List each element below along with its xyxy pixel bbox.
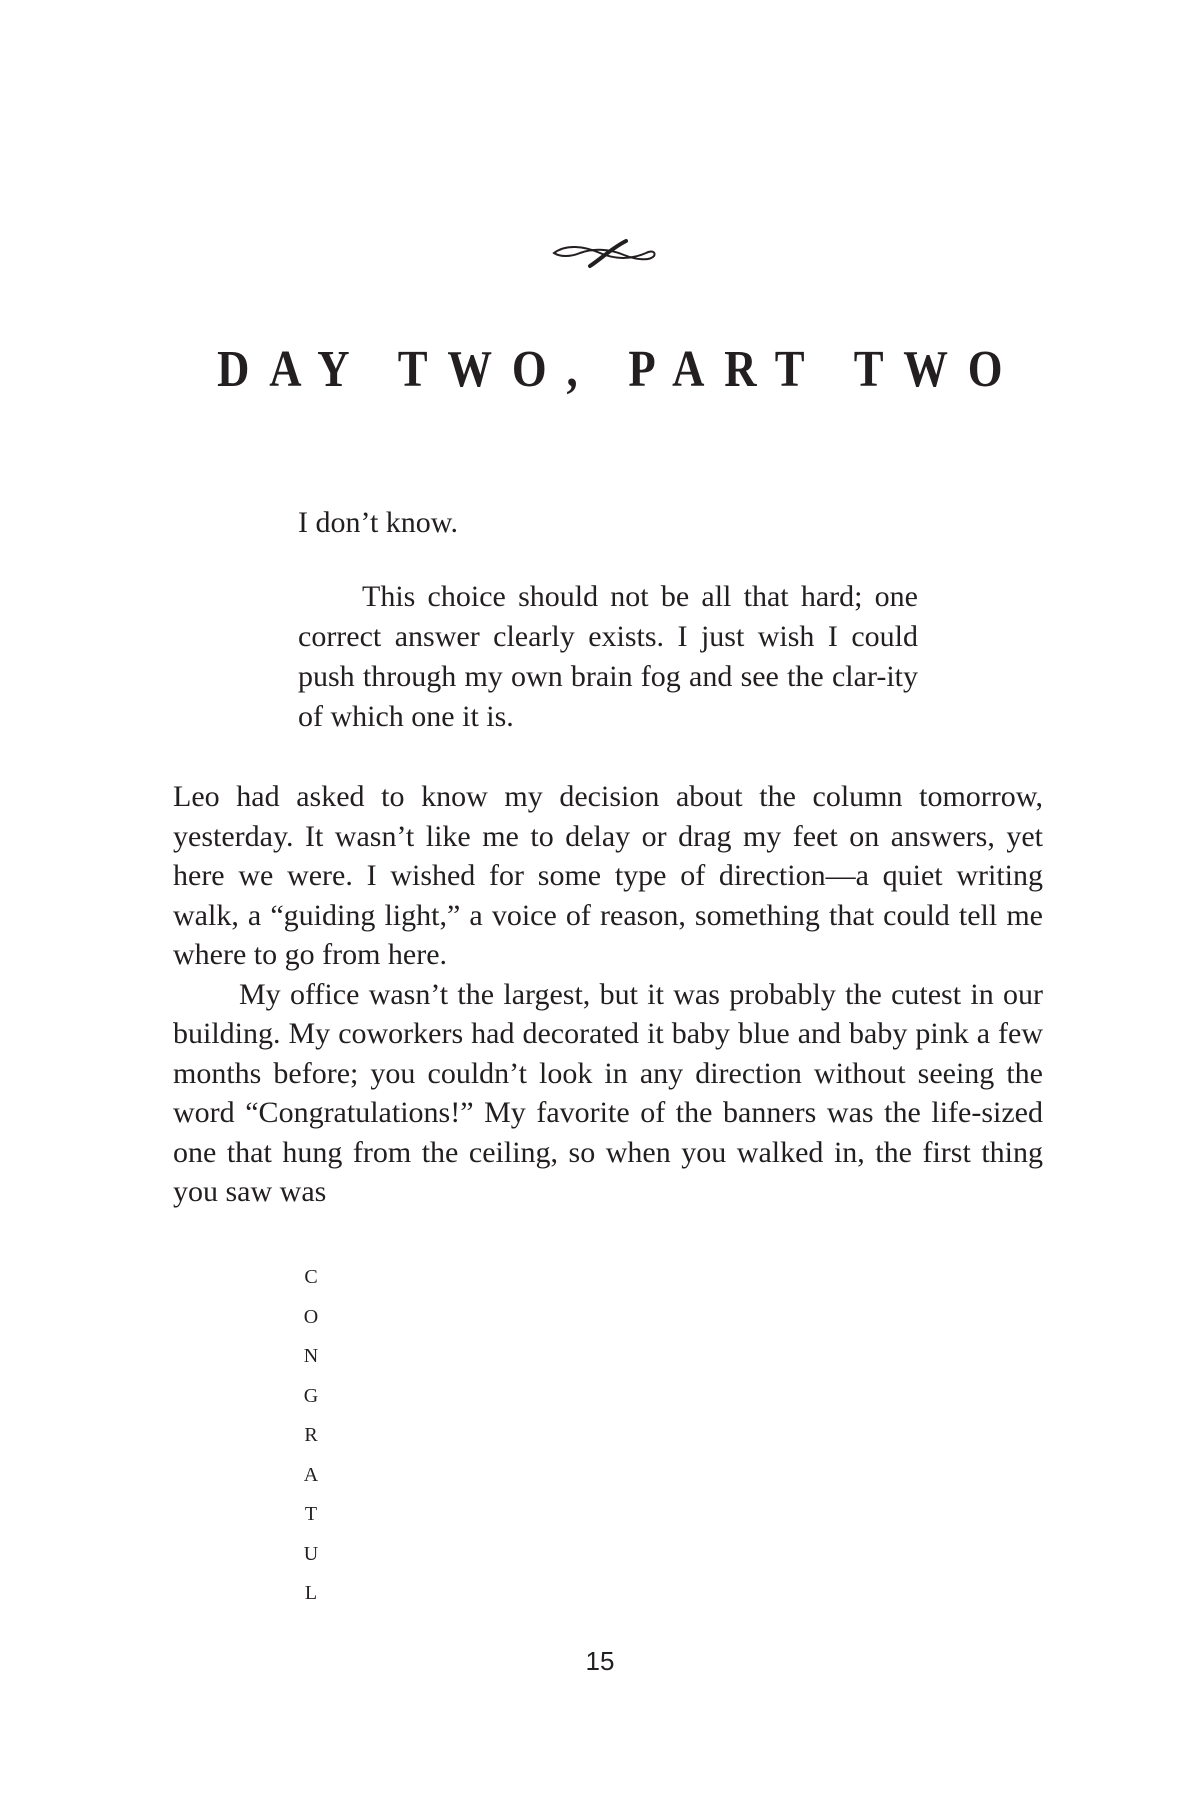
inner-note-paragraph: This choice should not be all that hard; one correct answer clearly exists. I just wish I could push through my own brain fog and see the clar-ity of which one it is.	[298, 580, 918, 733]
inner-note-line: I don’t know.	[298, 506, 458, 539]
banner-letter: R	[304, 1424, 318, 1446]
banner-letter: N	[303, 1345, 319, 1367]
flourish-ornament-icon	[550, 236, 660, 272]
narrative-paragraph: My office wasn’t the largest, but it was probably the cutest in our building. My coworkers had decorated it baby blue and baby pink a few months before; you couldn’t look in any direction without seeing the word “Congratulations!” My favorite of the banners was the life-sized one that hung from the ceiling, so when you walked in, the first thing you saw was	[173, 977, 1043, 1208]
banner-letter: G	[303, 1384, 319, 1407]
banner-letter: T	[304, 1503, 318, 1525]
narrative-paragraph: Leo had asked to know my decision about the column tomorrow, yesterday. It wasn’t like me to delay or drag my feet on answers, yet here we were. I wished for some type of direction—a quiet writing walk, a “guiding light,” a voice of reason, something that could tell me where to go from here.	[173, 780, 1043, 971]
banner-letter: C	[304, 1266, 318, 1288]
banner-letter: O	[303, 1305, 319, 1328]
banner-letter: U	[303, 1542, 319, 1565]
banner-letter: A	[303, 1463, 319, 1486]
narrative-body	[173, 777, 1043, 1212]
page-number: 15	[585, 1646, 615, 1676]
chapter-title: DAY TWO, PART TWO	[217, 341, 1023, 398]
banner-letter: L	[304, 1582, 318, 1604]
vertical-banner-letters	[298, 1258, 324, 1614]
